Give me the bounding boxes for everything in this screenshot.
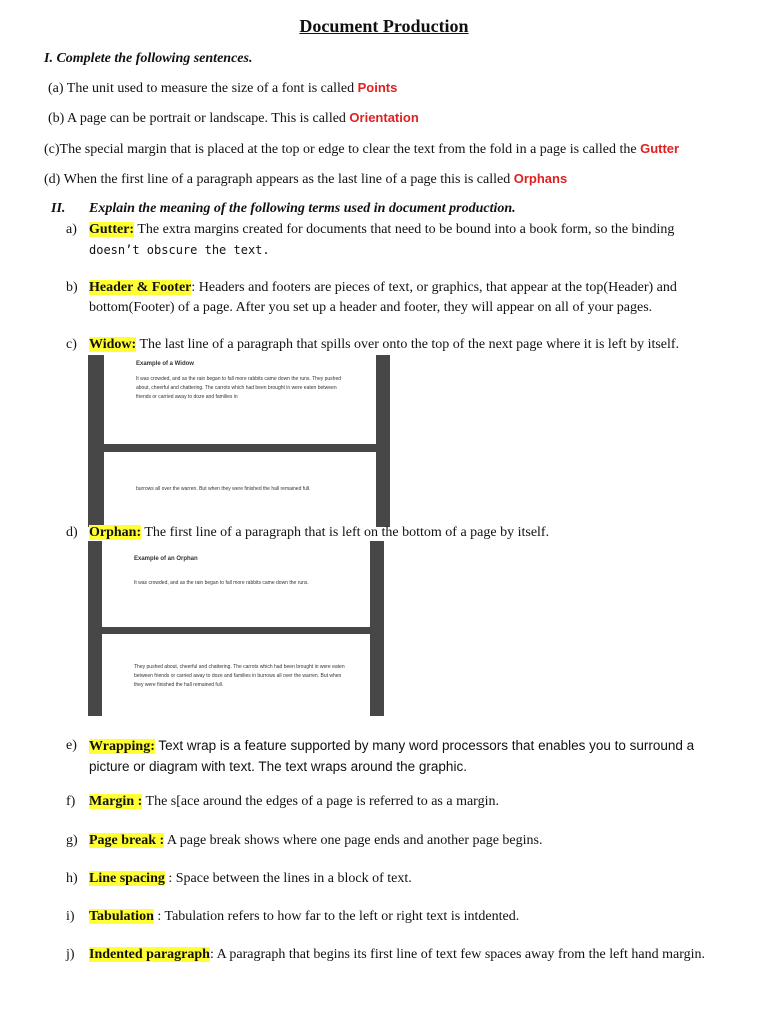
page-margin-bar-right (376, 355, 390, 527)
term-margin: Margin : (89, 794, 143, 809)
list-item-indented-paragraph (66, 945, 736, 965)
sentence-a (48, 80, 397, 97)
sentence-d-text: (d) When the first line of a paragraph appears as the last line of a page this is called (44, 172, 514, 187)
list-item-gutter (66, 220, 736, 257)
widow-example-image (88, 355, 390, 527)
item-text: The extra margins created for documents that need to be bound into a book form, so the binding (134, 222, 675, 237)
item-label: i) (66, 909, 75, 924)
item-text-continued: doesn’t obscure the text. (89, 243, 270, 257)
item-label: c) (66, 337, 77, 352)
list-item-widow (66, 335, 736, 355)
sentence-d (44, 171, 567, 188)
item-colon: : (191, 280, 196, 295)
page-title: Document Production (299, 16, 469, 36)
sentence-b (48, 110, 419, 127)
item-label: g) (66, 833, 78, 848)
page-margin-bar-right (370, 541, 384, 716)
sentence-b-text: (b) A page can be portrait or landscape. This is called (48, 111, 350, 126)
item-text: The s[ace around the edges of a page is referred to as a margin. (142, 794, 499, 809)
page-margin-bar-left (88, 541, 102, 716)
term-gutter: Gutter: (89, 222, 135, 237)
orphan-example-image (88, 541, 384, 716)
item-text: The last line of a paragraph that spills over onto the top of the next page where it is left by itself. (136, 337, 680, 352)
orphan-example-bottom-text: They pushed about, cheerful and chattering. The carrots which had been brought in were eaten between friends or carried away to doze and families in burrows all over the warren. But when they were finished the hall remained full. (134, 664, 345, 688)
item-label: d) (66, 525, 78, 540)
term-widow: Widow: (89, 337, 137, 352)
list-item-line-spacing (66, 869, 736, 889)
item-label: e) (66, 738, 77, 753)
term-wrapping: Wrapping: (89, 739, 155, 754)
item-label: h) (66, 871, 78, 886)
item-text: Text wrap is a feature supported by many word processors that enables you to surround a picture or diagram with text. The text wraps around the graphic. (89, 738, 695, 774)
orphan-example-top-text: It was crowded, and as the rain began to fall more rabbits came down the runs. (134, 580, 309, 586)
page-break-bar (102, 627, 370, 634)
term-indented-paragraph: Indented paragraph (89, 947, 210, 962)
orphan-example-title: Example of an Orphan (134, 556, 198, 562)
term-tabulation: Tabulation (89, 909, 154, 924)
section-2-heading-text: Explain the meaning of the following terms used in document production. (89, 201, 516, 216)
item-text: : Space between the lines in a block of text. (164, 871, 412, 886)
list-item-margin (66, 792, 736, 812)
term-orphan: Orphan: (89, 525, 142, 540)
section-2-heading (51, 201, 516, 217)
page-break-bar (104, 444, 376, 452)
sentence-c-answer: Gutter (640, 141, 680, 156)
list-item-tabulation (66, 907, 736, 927)
item-text: A page break shows where one page ends and another page begins. (164, 833, 543, 848)
item-label: f) (66, 794, 76, 809)
item-label: j) (66, 947, 75, 962)
item-text: : Tabulation refers to how far to the left or right text is intdented. (153, 909, 520, 924)
term-header-footer: Header & Footer (89, 280, 192, 295)
sentence-a-text: (a) The unit used to measure the size of a font is called (48, 81, 358, 96)
widow-example-top-text: It was crowded, and as the rain began to fall more rabbits came down the runs. They pushed about, cheerful and chattering. The carrots which had been brought in were eaten between friends or carried away to doze and families in (136, 376, 342, 400)
section-1-heading: I. Complete the following sentences. (44, 51, 253, 66)
sentence-d-answer: Orphans (513, 171, 568, 186)
item-text: Headers and footers are pieces of text, or graphics, that appear at the top(Header) and bottom(Footer) of a page. After you set up a header and footer, they will appear on all of your pages. (89, 280, 677, 315)
sentence-b-answer: Orientation (349, 110, 419, 125)
page-margin-bar-left (88, 355, 104, 527)
item-label: a) (66, 222, 77, 237)
list-item-page-break (66, 831, 736, 851)
term-line-spacing: Line spacing (89, 871, 165, 886)
item-text: : A paragraph that begins its first line of text few spaces away from the left hand margin. (209, 947, 706, 962)
widow-example-bottom-text: burrows all over the warren. But when they were finished the hall remained full. (136, 486, 311, 492)
item-label: b) (66, 280, 78, 295)
section-2-number: II. (51, 201, 66, 216)
sentence-c (44, 141, 679, 158)
list-item-orphan (66, 523, 736, 543)
sentence-c-text: (c)The special margin that is placed at the top or edge to clear the text from the fold in a page is called the (44, 142, 641, 157)
sentence-a-answer: Points (357, 80, 398, 95)
widow-example-title: Example of a Widow (136, 361, 194, 367)
item-text: The first line of a paragraph that is left on the bottom of a page by itself. (141, 525, 550, 540)
list-item-wrapping (66, 736, 736, 774)
list-item-header-footer (66, 278, 736, 315)
term-page-break: Page break : (89, 833, 165, 848)
